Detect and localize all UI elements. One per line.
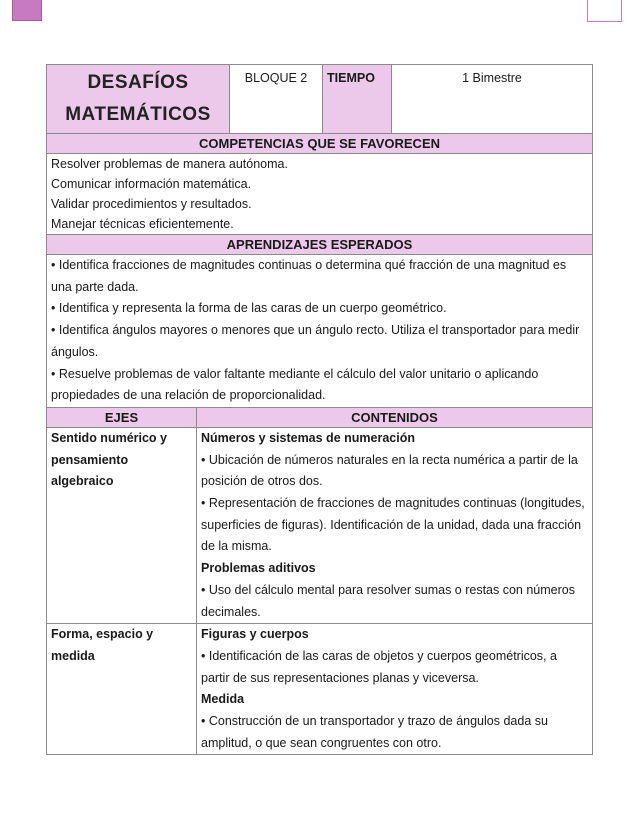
eje-line: algebraico bbox=[51, 474, 114, 489]
content-subheading: Medida bbox=[201, 692, 245, 707]
content-line: amplitud, o que sean congruentes con otro. bbox=[201, 735, 442, 750]
tiempo-label: TIEMPO bbox=[323, 65, 392, 134]
competencias-list bbox=[47, 154, 593, 235]
contenido-cell bbox=[197, 624, 593, 755]
competencia-item: Validar procedimientos y resultados. bbox=[51, 197, 252, 211]
ejes-heading: EJES bbox=[47, 407, 197, 427]
content-line: • Ubicación de números naturales en la recta numérica a partir de la bbox=[201, 452, 578, 467]
eje-line: pensamiento bbox=[51, 452, 129, 467]
aprendizaje-line: • Identifica fracciones de magnitudes continuas o determina qué fracción de una magnitud es bbox=[51, 258, 567, 272]
corner-decoration-left bbox=[12, 0, 42, 21]
content-subheading: Figuras y cuerpos bbox=[201, 627, 309, 642]
contenidos-heading: CONTENIDOS bbox=[197, 407, 593, 427]
aprendizaje-line: • Resuelve problemas de valor faltante mediante el cálculo del valor unitario o aplicando bbox=[51, 366, 539, 381]
content-subheading: Problemas aditivos bbox=[201, 561, 316, 576]
content-line: de la misma. bbox=[201, 539, 272, 554]
aprendizaje-line: • Identifica ángulos mayores o menores que un ángulo recto. Utiliza el transportador para medir bbox=[51, 323, 580, 338]
title-line-1: DESAFÍOS bbox=[87, 72, 189, 93]
header-row bbox=[47, 65, 593, 134]
content-line: • Identificación de las caras de objetos y cuerpos geométricos, a bbox=[201, 648, 557, 663]
competencias-heading: COMPETENCIAS QUE SE FAVORECEN bbox=[47, 134, 593, 154]
eje-line: Forma, espacio y bbox=[51, 627, 154, 642]
eje-line: medida bbox=[51, 648, 95, 663]
table-row bbox=[47, 624, 593, 755]
title-cell bbox=[47, 65, 230, 134]
content-line: • Uso del cálculo mental para resolver sumas o restas con números bbox=[201, 582, 575, 597]
eje-line: Sentido numérico y bbox=[51, 430, 167, 445]
corner-decoration-right bbox=[587, 0, 622, 22]
content-line: partir de sus representaciones planas y viceversa. bbox=[201, 670, 479, 685]
title-line-2: MATEMÁTICOS bbox=[65, 104, 211, 125]
aprendizajes-heading: APRENDIZAJES ESPERADOS bbox=[47, 235, 593, 255]
contenido-cell bbox=[197, 427, 593, 623]
competencia-item: Comunicar información matemática. bbox=[51, 177, 252, 191]
aprendizaje-line: • Identifica y representa la forma de las caras de un cuerpo geométrico. bbox=[51, 301, 447, 316]
tiempo-value: 1 Bimestre bbox=[392, 65, 593, 134]
aprendizaje-line: una parte dada. bbox=[51, 279, 139, 294]
eje-cell bbox=[47, 624, 197, 755]
content-line: decimales. bbox=[201, 604, 261, 619]
content-line: superficies de figuras). Identificación de la unidad, dada una fracción bbox=[201, 517, 582, 532]
content-subheading: Números y sistemas de numeración bbox=[201, 430, 415, 445]
competencia-item: Manejar técnicas eficientemente. bbox=[51, 217, 234, 231]
aprendizajes-list bbox=[47, 255, 593, 408]
aprendizaje-line: ángulos. bbox=[51, 344, 99, 359]
eje-cell bbox=[47, 427, 197, 623]
content-line: • Construcción de un transportador y trazo de ángulos dada su bbox=[201, 714, 548, 729]
aprendizaje-line: propiedades de una relación de proporcionalidad. bbox=[51, 388, 326, 403]
content-line: • Representación de fracciones de magnitudes continuas (longitudes, bbox=[201, 496, 585, 511]
competencia-item: Resolver problemas de manera autónoma. bbox=[51, 157, 288, 171]
planning-table bbox=[46, 64, 593, 755]
bloque-cell: BLOQUE 2 bbox=[230, 65, 323, 134]
table-row bbox=[47, 427, 593, 623]
content-line: posición de otros dos. bbox=[201, 474, 323, 489]
